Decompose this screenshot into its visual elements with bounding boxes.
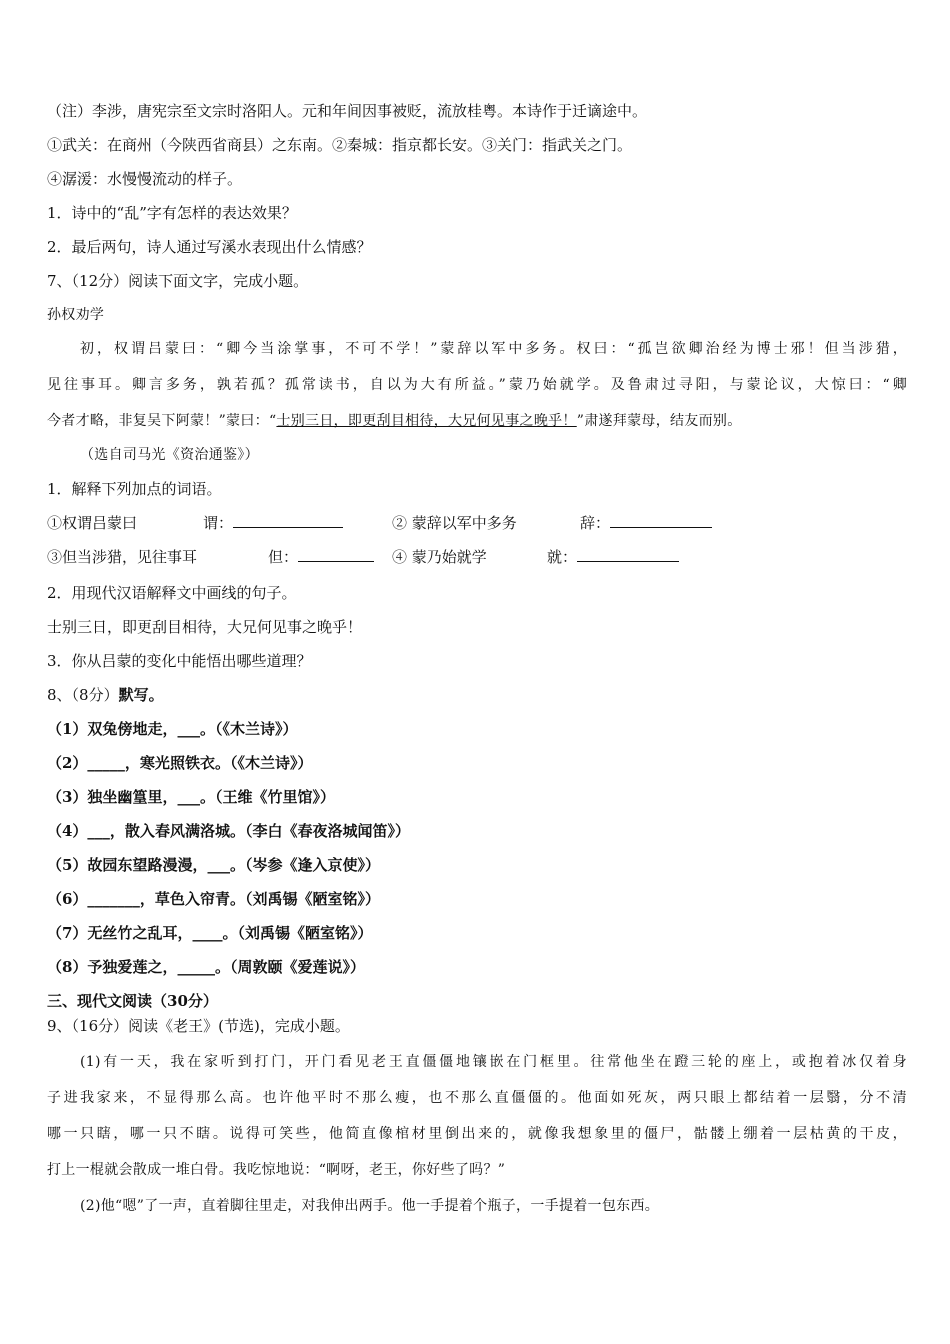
- q7-item-3: ③但当涉猎，见往事耳: [47, 548, 198, 566]
- q7-item-1-answer: [203, 512, 343, 534]
- q7-passage-line-3: [47, 410, 910, 432]
- q7-item-2-blank[interactable]: [610, 513, 712, 528]
- q8-item-8: （8）予独爱莲之，_____。（周敦颐《爱莲说》）: [47, 958, 365, 976]
- q8-item-3: （3）独坐幽篁里，___。（王维《竹里馆》）: [47, 788, 335, 806]
- note-line-1: （注）李涉，唐宪宗至文宗时洛阳人。元和年间因事被贬，流放桂粤。本诗作于迁谪途中。: [47, 102, 648, 120]
- q7-item-4: ④ 蒙乃始就学: [392, 548, 487, 566]
- q9-para-2-line-1: (2)他“嗯”了一声，直着脚往里走，对我伸出两手。他一手提着个瓶子，一手提着一包东西。: [80, 1198, 660, 1214]
- q8-item-6: （6）_______，草色入帘青。（刘禹锡《陋室铭》）: [47, 890, 380, 908]
- q7-sentence: 士别三日，即更刮目相待，大兄何见事之晚乎！: [47, 618, 363, 636]
- note-line-3: ④潺湲：水慢慢流动的样子。: [47, 170, 243, 188]
- q7-sub-question-3: 3．你从吕蒙的变化中能悟出哪些道理？: [47, 652, 312, 670]
- q6-question-1: 1．诗中的“乱”字有怎样的表达效果？: [47, 204, 297, 222]
- q7-passage-line-1: 初，权谓吕蒙曰：“卿今当涂掌事，不可不学！”蒙辞以军中多务。权曰：“孤岂欲卿治经为博士邪！但当涉猎，: [80, 341, 907, 357]
- q9-para-1-line-4: 打上一棍就会散成一堆白骨。我吃惊地说：“啊呀，老王，你好些了吗？”: [47, 1162, 506, 1178]
- q8-item-7: （7）无丝竹之乱耳，____。（刘禹锡《陋室铭》）: [47, 924, 373, 942]
- q9-para-1-line-3: 哪一只瞎，哪一只不瞎。说得可笑些，他简直像棺材里倒出来的，就像我想象里的僵尸，骷髅上绷着一层枯黄的干皮，: [47, 1126, 907, 1142]
- q8-item-5: （5）故园东望路漫漫，___。（岑参《逢入京使》）: [47, 856, 380, 874]
- q7-passage-line-3-pre: 今者才略，非复吴下阿蒙！”蒙曰：“: [47, 413, 277, 429]
- q9-header: 9、（16分）阅读《老王》(节选)，完成小题。: [47, 1017, 350, 1035]
- q8-item-1: （1）双兔傍地走，___。（《木兰诗》）: [47, 720, 298, 738]
- q7-item-3-label: 但：: [268, 548, 299, 566]
- q7-sub-question-2: 2．用现代汉语解释文中画线的句子。: [47, 584, 297, 602]
- q8-item-4: （4）___，散入春风满洛城。（李白《春夜洛城闻笛》）: [47, 822, 410, 840]
- q8-item-2: （2）_____，寒光照铁衣。（《木兰诗》）: [47, 754, 313, 772]
- q7-item-2: ② 蒙辞以军中多务: [392, 514, 517, 532]
- q7-passage-line-2: 见往事耳。卿言多务，孰若孤？孤常读书，自以为大有所益。”蒙乃始就学。及鲁肃过寻阳，与蒙论议，大惊曰：“卿: [47, 377, 907, 393]
- q7-item-4-answer: [547, 546, 679, 568]
- q9-para-1-line-1: (1)有一天，我在家听到打门，开门看见老王直僵僵地镶嵌在门框里。往常他坐在蹬三轮的座上，或抱着冰仅着身: [80, 1054, 907, 1070]
- q7-item-1: ①权谓吕蒙曰: [47, 514, 138, 532]
- q7-item-2-label: 辞：: [580, 514, 611, 532]
- q7-item-1-blank[interactable]: [233, 513, 343, 528]
- section-3-title: 三、现代文阅读（30分）: [47, 992, 218, 1010]
- q8-header-score: 8、（8分）: [47, 686, 119, 704]
- q7-item-4-blank[interactable]: [577, 547, 679, 562]
- q7-item-2-answer: [580, 512, 712, 534]
- q7-item-3-answer: [268, 546, 374, 568]
- q7-passage-title: 孙权劝学: [47, 307, 105, 323]
- q7-passage-line-3-post: ”肃遂拜蒙母，结友而别。: [576, 413, 742, 429]
- q7-source: （选自司马光《资治通鉴》）: [80, 447, 259, 463]
- q7-header: 7、（12分）阅读下面文字，完成小题。: [47, 272, 309, 290]
- q7-item-3-blank[interactable]: [298, 547, 374, 562]
- q7-underlined-sentence: 士别三日，即更刮目相待，大兄何见事之晚乎！: [276, 413, 577, 429]
- q9-para-1-line-2: 子进我家来，不显得那么高。也许他平时不那么瘦，也不那么直僵僵的。他面如死灰，两只眼上都结着一层翳，分不清: [47, 1090, 907, 1106]
- q8-header-task: 默写。: [118, 686, 164, 704]
- q7-item-4-label: 就：: [547, 548, 578, 566]
- q8-header: [47, 684, 910, 706]
- q7-sub-question-1: 1．解释下列加点的词语。: [47, 480, 222, 498]
- q7-item-1-label: 谓：: [203, 514, 234, 532]
- note-line-2: ①武关：在商州（今陕西省商县）之东南。②秦城：指京都长安。③关门：指武关之门。: [47, 136, 633, 154]
- q6-question-2: 2．最后两句，诗人通过写溪水表现出什么情感？: [47, 238, 372, 256]
